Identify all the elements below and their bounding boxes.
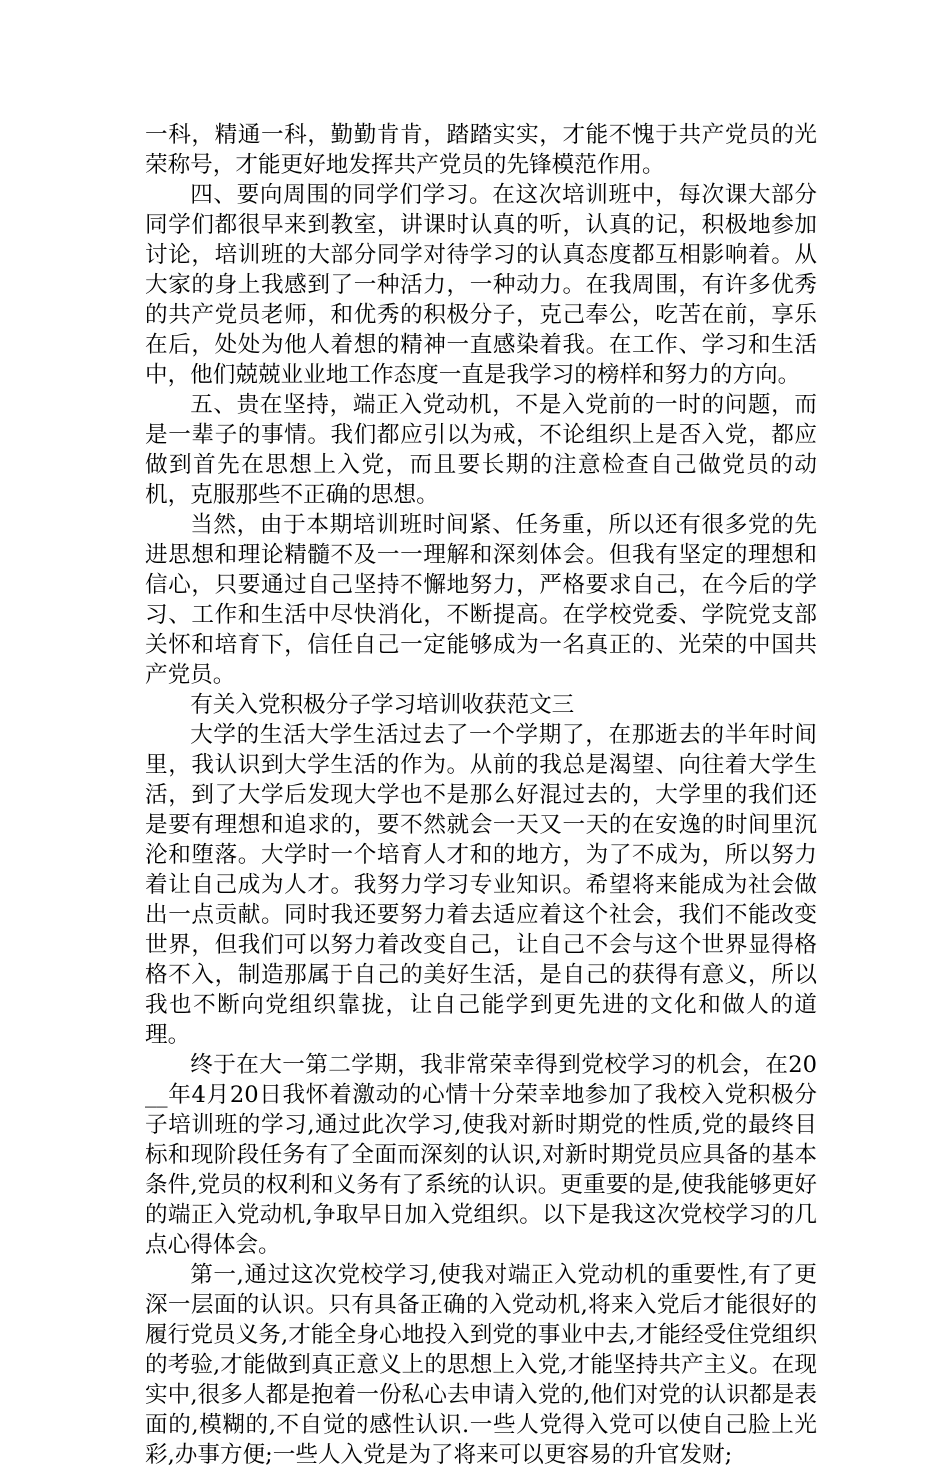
paragraph-party-school: 终于在大一第二学期，我非常荣幸得到党校学习的机会，在20__年4月20日我怀着激动的心情十分荣幸地参加了我校入党积极分子培训班的学习,通过此次学习,使我对新时期党的性质,党的最终目标和现阶段任务有了全面而深刻的认识,对新时期党员应具备的基本条件,党员的权利和义务有了系统的认识。更重要的是,使我能够更好的端正入党动机,争取早日加入党组织。以下是我这次党校学习的几点心得体会。: [145, 1052, 817, 1258]
paragraph-section-five: 五、贵在坚持，端正入党动机，不是入党前的一时的问题，而是一辈子的事情。我们都应引以为戒，不论组织上是否入党，都应做到首先在思想上入党，而且要长期的注意检查自己做党员的动机，克服那些不正确的思想。: [145, 392, 817, 508]
paragraph-conclusion: 当然，由于本期培训班时间紧、任务重，所以还有很多党的先进思想和理论精髓不及一一理解和深刻体会。但我有坚定的理想和信心，只要通过自己坚持不懈地努力，严格要求自己，在今后的学习、工作和生活中尽快消化，不断提高。在学校党委、学院党支部关怀和培育下，信任自己一定能够成为一名真正的、光荣的中国共产党员。: [145, 512, 817, 688]
paragraph-point-one: 第一,通过这次党校学习,使我对端正入党动机的重要性,有了更深一层面的认识。只有具备正确的入党动机,将来入党后才能很好的履行党员义务,才能全身心地投入到党的事业中去,才能经受住党组织的考验,才能做到真正意义上的思想上入党,才能坚持共产主义。在现实中,很多人都是抱着一份私心去申请入党的,他们对党的认识都是表面的,模糊的,不自觉的感性认识.一些人党得入党可以使自己脸上光彩,办事方便;一些人入党是为了将来可以更容易的升官发财;: [145, 1262, 817, 1468]
document-body: [145, 120, 817, 1470]
paragraph-university-life: 大学的生活大学生活过去了一个学期了，在那逝去的半年时间里，我认识到大学生活的作为。从前的我总是渴望、向往着大学生活，到了大学后发现大学也不是那么好混过去的，大学里的我们还是要有理想和追求的，要不然就会一天又一天的在安逸的时间里沉沦和堕落。大学时一个培育人才和的地方，为了不成为，所以努力着让自己成为人才。我努力学习专业知识。希望将来能成为社会做出一点贡献。同时我还要努力着去适应着这个社会，我们不能改变世界，但我们可以努力着改变自己，让自己不会与这个世界显得格格不入，制造那属于自己的美好生活，是自己的获得有意义，所以我也不断向党组织靠拢，让自己能学到更先进的文化和做人的道理。: [145, 722, 817, 1048]
section-heading: 有关入党积极分子学习培训收获范文三: [190, 692, 575, 718]
paragraph-section-four: 四、要向周围的同学们学习。在这次培训班中，每次课大部分同学们都很早来到教室，讲课时认真的听，认真的记，积极地参加讨论，培训班的大部分同学对待学习的认真态度都互相影响着。从大家的身上我感到了一种活力，一种动力。在我周围，有许多优秀的共产党员老师，和优秀的积极分子，克己奉公，吃苦在前，享乐在后，处处为他人着想的精神一直感染着我。在工作、学习和生活中，他们兢兢业业地工作态度一直是我学习的榜样和努力的方向。: [145, 182, 817, 388]
paragraph-continued: 一科，精通一科，勤勤肯肯，踏踏实实，才能不愧于共产党员的光荣称号，才能更好地发挥共产党员的先锋模范作用。: [145, 122, 817, 178]
